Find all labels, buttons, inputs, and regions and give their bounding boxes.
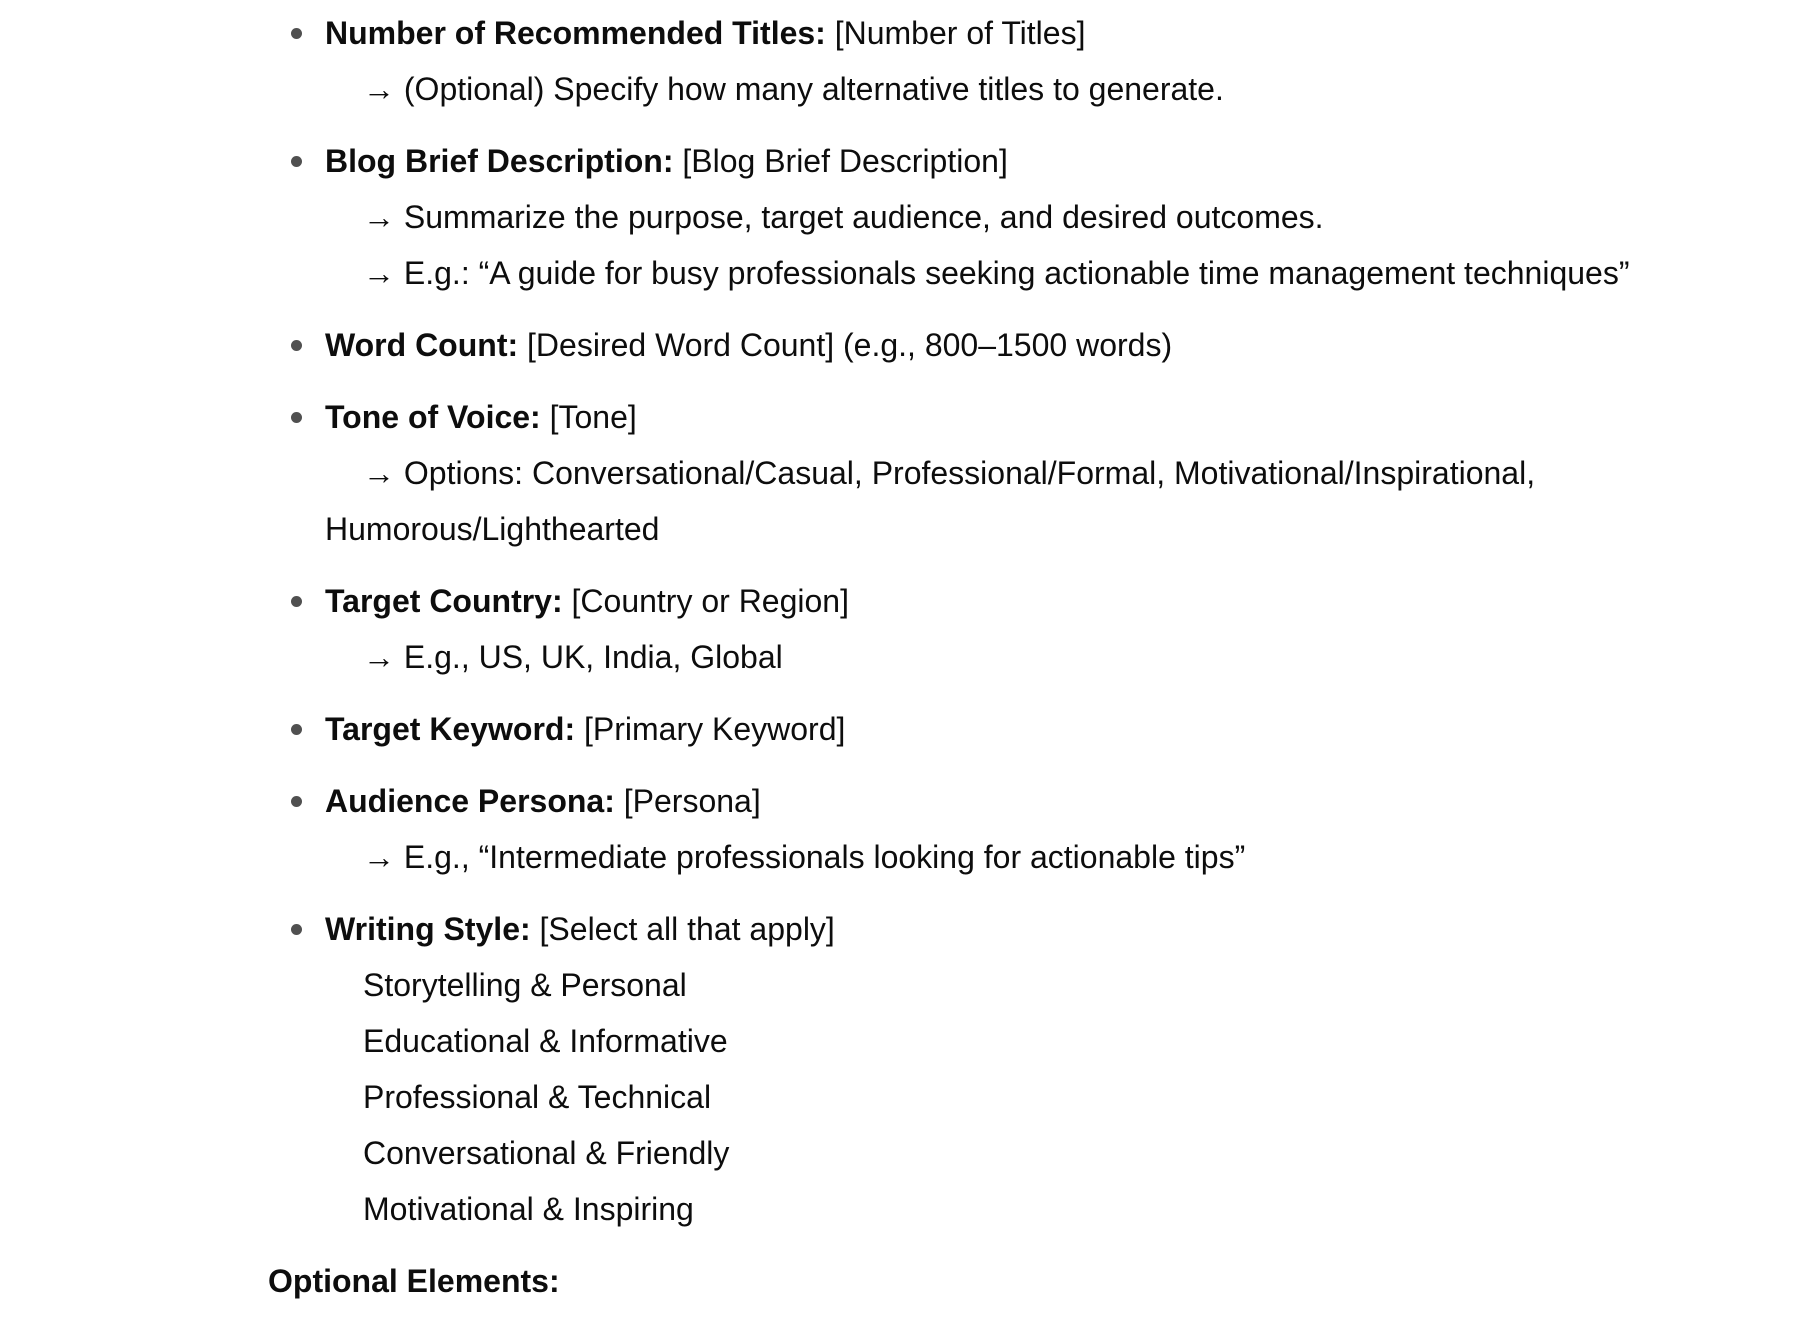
- list-item: [268, 133, 1804, 301]
- arrow-icon: →: [363, 455, 395, 491]
- field-label: Number of Recommended Titles:: [325, 15, 826, 51]
- note-text: Options: Conversational/Casual, Professional/Formal, Motivational/Inspirational, Humorous/Lighthearted: [325, 455, 1536, 547]
- style-option: Professional & Technical: [363, 1079, 712, 1115]
- optional-elements-heading: Optional Elements:: [268, 1263, 560, 1299]
- style-option: Storytelling & Personal: [363, 967, 687, 1003]
- field-line: [325, 317, 1804, 373]
- style-option: Educational & Informative: [363, 1023, 728, 1059]
- field-label: Target Country:: [325, 583, 563, 619]
- field-label: Word Count:: [325, 327, 519, 363]
- field-line: [325, 5, 1804, 61]
- field-label: Tone of Voice:: [325, 399, 541, 435]
- arrow-note: [325, 829, 1804, 885]
- style-option: Conversational & Friendly: [363, 1135, 730, 1171]
- note-text: Summarize the purpose, target audience, and desired outcomes.: [403, 199, 1324, 235]
- spec-list: [268, 5, 1804, 1237]
- list-item: [268, 773, 1804, 885]
- list-item: [268, 901, 1804, 1237]
- note-text: (Optional) Specify how many alternative titles to generate.: [403, 71, 1224, 107]
- document-content: [268, 0, 1804, 1309]
- field-line: [325, 901, 1804, 957]
- field-label: Audience Persona:: [325, 783, 615, 819]
- list-item: [268, 573, 1804, 685]
- note-text: E.g., US, UK, India, Global: [403, 639, 783, 675]
- list-item: [268, 317, 1804, 373]
- arrow-note: [325, 629, 1804, 685]
- field-line: [325, 773, 1804, 829]
- arrow-note: [325, 189, 1804, 245]
- field-label: Writing Style:: [325, 911, 531, 947]
- field-line: [325, 573, 1804, 629]
- field-line: [325, 701, 1804, 757]
- arrow-icon: →: [363, 839, 395, 875]
- style-option: Motivational & Inspiring: [363, 1191, 694, 1227]
- field-placeholder: [Blog Brief Description]: [682, 143, 1008, 179]
- field-line: [325, 389, 1804, 445]
- arrow-note: [325, 61, 1804, 117]
- field-placeholder: [Country or Region]: [571, 583, 849, 619]
- field-label: Target Keyword:: [325, 711, 576, 747]
- list-item: [268, 701, 1804, 757]
- field-placeholder: [Primary Keyword]: [584, 711, 846, 747]
- arrow-icon: →: [363, 71, 395, 107]
- list-item: [268, 389, 1804, 557]
- arrow-icon: →: [363, 255, 395, 291]
- field-placeholder: [Desired Word Count] (e.g., 800–1500 words): [527, 327, 1173, 363]
- arrow-icon: →: [363, 639, 395, 675]
- field-label: Blog Brief Description:: [325, 143, 674, 179]
- note-text: E.g.: “A guide for busy professionals seeking actionable time management techniques”: [403, 255, 1630, 291]
- arrow-note: [325, 445, 1804, 557]
- field-placeholder: [Tone]: [549, 399, 637, 435]
- arrow-note: [325, 245, 1804, 301]
- note-text: E.g., “Intermediate professionals looking for actionable tips”: [403, 839, 1246, 875]
- arrow-icon: →: [363, 199, 395, 235]
- field-placeholder: [Persona]: [623, 783, 761, 819]
- field-placeholder: [Number of Titles]: [834, 15, 1086, 51]
- field-placeholder: [Select all that apply]: [539, 911, 835, 947]
- list-item: [268, 5, 1804, 117]
- field-line: [325, 133, 1804, 189]
